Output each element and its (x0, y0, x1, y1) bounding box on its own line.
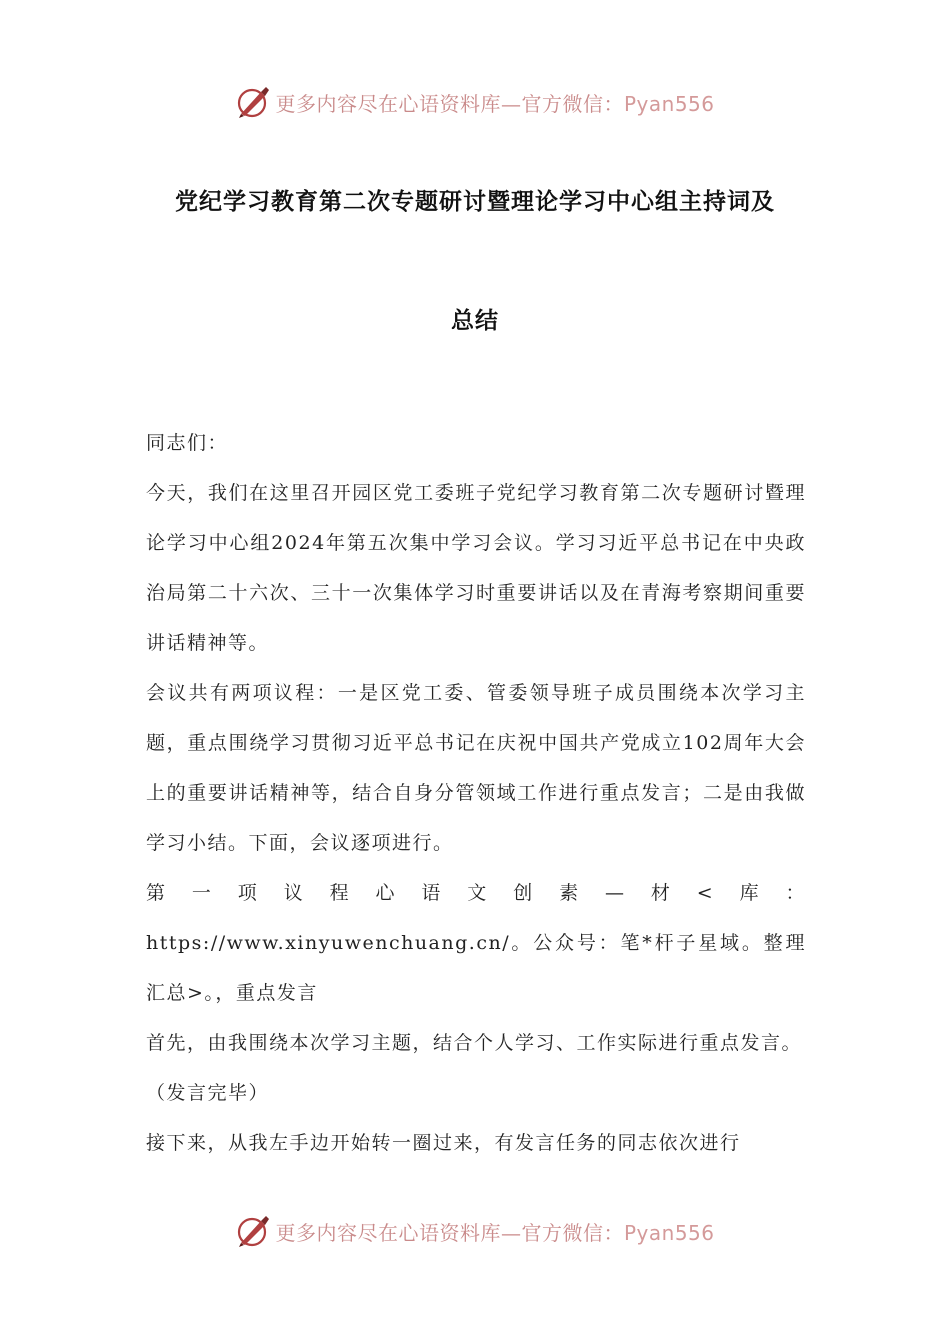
pen-logo-icon (235, 1213, 271, 1249)
paragraph: （发言完毕） (146, 1082, 270, 1104)
document-title-continued: 总结 (451, 308, 499, 334)
watermark-text: 更多内容尽在心语资料库—官方微信：Pyan556 (275, 1220, 715, 1245)
watermark-text: 更多内容尽在心语资料库—官方微信：Pyan556 (275, 91, 715, 116)
pen-logo-icon (235, 84, 271, 120)
paragraph: 会议共有两项议程：一是区党工委、管委领导班子成员围绕本次学习主题，重点围绕学习贯彻习近平总书记在庆祝中国共产党成立102周年大会上的重要讲话精神等，结合自身分管领域工作进行重点发言；二是由我做学习小结。下面，会议逐项进行。 (146, 682, 806, 854)
document-body (146, 418, 806, 1168)
document-title: 党纪学习教育第二次专题研讨暨理论学习中心组主持词及 (175, 189, 775, 215)
footer-watermark (0, 1211, 950, 1251)
salutation: 同志们： (146, 432, 229, 454)
paragraph: 今天，我们在这里召开园区党工委班子党纪学习教育第二次专题研讨暨理论学习中心组2024年第五次集中学习会议。学习习近平总书记在中央政治局第二十六次、三十一次集体学习时重要讲话以及在青海考察期间重要讲话精神等。 (146, 482, 806, 654)
header-watermark (0, 82, 950, 122)
paragraph: 第一项议程心语文创素—材<库：https://www.xinyuwenchuang.cn/。公众号：笔*杆子星域。整理汇总>。，重点发言 (146, 882, 806, 1004)
paragraph: 接下来，从我左手边开始转一圈过来，有发言任务的同志依次进行 (146, 1132, 741, 1154)
paragraph: 首先，由我围绕本次学习主题，结合个人学习、工作实际进行重点发言。 (146, 1032, 803, 1054)
